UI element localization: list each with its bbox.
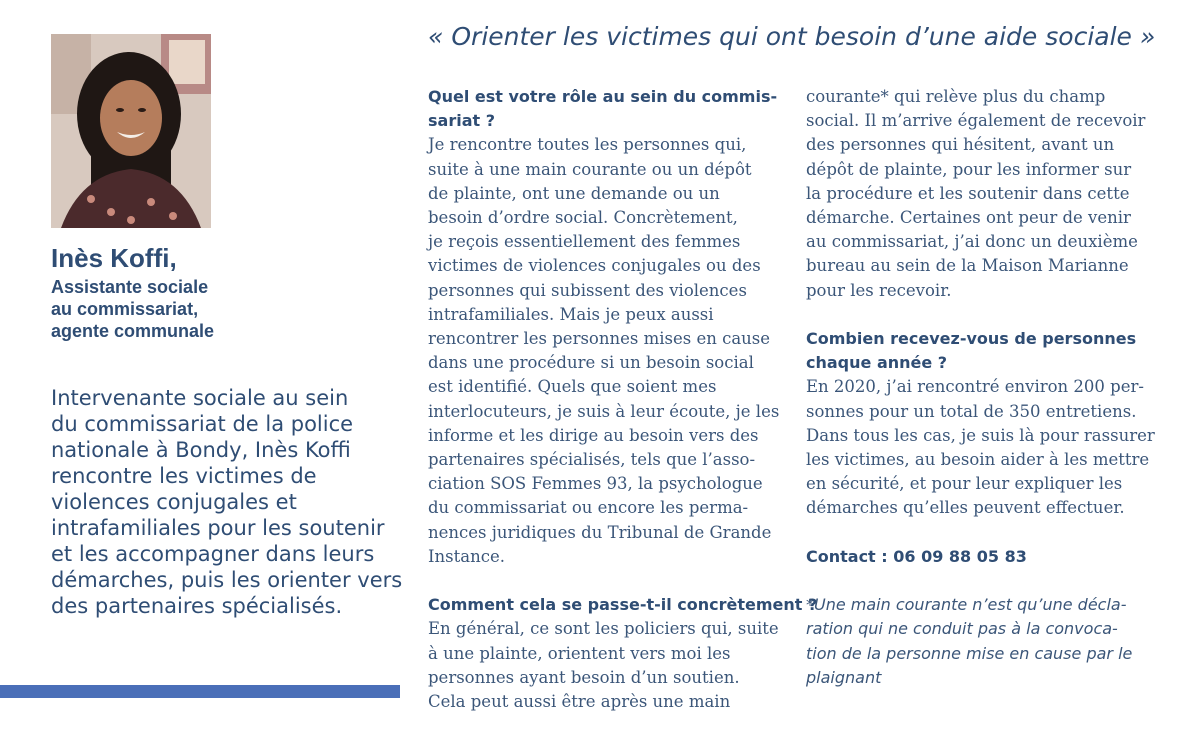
portrait-photo xyxy=(51,34,211,228)
question-heading: Quel est votre rôle au sein du commis- xyxy=(428,87,778,106)
answer-line: partenaires spécialisés, tels que l’asso- xyxy=(428,450,756,470)
question-heading: sariat ? xyxy=(428,111,495,131)
answer-line: je reçois essentiellement des femmes xyxy=(428,232,741,252)
answer-line: au commissariat, j’ai donc un deuxième xyxy=(806,232,1138,252)
answer-line: de plainte, ont une demande ou un xyxy=(428,183,720,203)
intro-line: du commissariat de la police xyxy=(51,412,354,436)
footnote-line: plaignant xyxy=(806,667,882,687)
answer-line: En général, ce sont les policiers qui, suite xyxy=(428,619,779,639)
footnote-line: *Une main courante n’est qu’une décla- xyxy=(806,595,1127,615)
answer-line: ciation SOS Femmes 93, la psychologue xyxy=(428,474,763,494)
answer-line: interlocuteurs, je suis à leur écoute, je les xyxy=(428,401,780,421)
intro-line: intrafamiliales pour les soutenir xyxy=(51,516,385,540)
answer-line: intrafamiliales. Mais je peux aussi xyxy=(428,304,714,324)
footnote-line: tion de la personne mise en cause par le xyxy=(806,643,1133,663)
answer-line: courante* qui relève plus du champ xyxy=(806,87,1106,106)
intro-line: des partenaires spécialisés. xyxy=(51,594,343,618)
answer-line: informe et les dirige au besoin vers des xyxy=(428,425,759,445)
question-heading: Comment cela se passe-t-il concrètement ? xyxy=(428,595,818,615)
person-name: Inès Koffi, xyxy=(51,243,177,273)
contact-phone: Contact : 06 09 88 05 83 xyxy=(806,546,1027,566)
answer-line: Je rencontre toutes les personnes qui, xyxy=(428,135,747,155)
intro-line: et les accompagner dans leurs xyxy=(51,542,375,566)
answer-line: En 2020, j’ai rencontré environ 200 per- xyxy=(806,377,1144,397)
answer-line: démarches qu’elles peuvent effectuer. xyxy=(806,498,1125,518)
answer-line: rencontrer les personnes mises en cause xyxy=(428,329,771,349)
answer-line: est identifié. Quels que soient mes xyxy=(428,377,717,397)
paragraph-gap xyxy=(806,521,1155,545)
question-heading: chaque année ? xyxy=(806,353,948,373)
paragraph-gap xyxy=(806,569,1155,593)
article-column-1 xyxy=(428,85,817,714)
answer-line: Dans tous les cas, je suis là pour rassurer xyxy=(806,425,1155,445)
answer-line: besoin d’ordre social. Concrètement, xyxy=(428,208,738,228)
intro-line: nationale à Bondy, Inès Koffi xyxy=(51,438,351,462)
answer-line: du commissariat ou encore les perma- xyxy=(428,498,749,518)
role-line: agente communale xyxy=(51,321,215,341)
answer-line: bureau au sein de la Maison Marianne xyxy=(806,256,1129,276)
answer-line: victimes de violences conjugales ou des xyxy=(428,256,761,276)
role-line: au commissariat, xyxy=(51,299,199,319)
role-line: Assistante sociale xyxy=(51,277,209,297)
intro-line: violences conjugales et xyxy=(51,490,297,514)
answer-line: dans une procédure si un besoin social xyxy=(428,353,754,373)
paragraph-gap xyxy=(806,303,1155,327)
answer-line: nences juridiques du Tribunal de Grande xyxy=(428,522,772,542)
answer-line: personnes ayant besoin d’un soutien. xyxy=(428,667,740,687)
answer-line: en sécurité, et pour leur expliquer les xyxy=(806,474,1123,494)
intro-paragraph xyxy=(51,385,403,619)
intro-line: démarches, puis les orienter vers xyxy=(51,568,403,592)
answer-line: des personnes qui hésitent, avant un xyxy=(806,135,1115,155)
answer-line: Cela peut aussi être après une main xyxy=(428,692,731,712)
article-column-2 xyxy=(806,85,1155,690)
answer-line: social. Il m’arrive également de recevoir xyxy=(806,111,1146,131)
answer-line: pour les recevoir. xyxy=(806,280,952,300)
accent-bar xyxy=(0,685,400,698)
footnote-line: ration qui ne conduit pas à la convoca- xyxy=(806,619,1118,639)
answer-line: sonnes pour un total de 350 entretiens. xyxy=(806,401,1137,421)
article-title: « Orienter les victimes qui ont besoin d’une aide sociale » xyxy=(428,22,1156,51)
intro-line: Intervenante sociale au sein xyxy=(51,386,349,410)
answer-line: à une plainte, orientent vers moi les xyxy=(428,643,731,663)
answer-line: personnes qui subissent des violences xyxy=(428,280,747,300)
answer-line: démarche. Certaines ont peur de venir xyxy=(806,208,1131,228)
answer-line: les victimes, au besoin aider à les mettre xyxy=(806,450,1150,470)
answer-line: dépôt de plainte, pour les informer sur xyxy=(806,159,1132,179)
intro-line: rencontre les victimes de xyxy=(51,464,317,488)
answer-line: Instance. xyxy=(428,546,505,566)
person-role xyxy=(51,276,214,342)
question-heading: Combien recevez-vous de personnes xyxy=(806,329,1137,349)
paragraph-gap xyxy=(428,569,817,593)
answer-line: suite à une main courante ou un dépôt xyxy=(428,159,752,179)
answer-line: la procédure et les soutenir dans cette xyxy=(806,183,1130,203)
